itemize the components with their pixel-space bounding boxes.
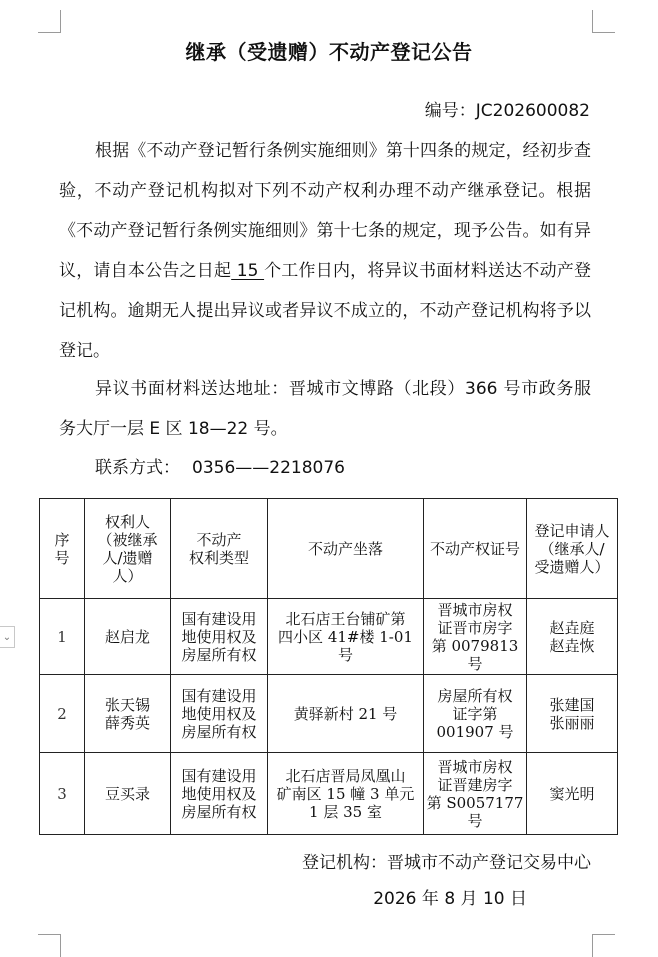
cell-line: 北石店王台铺矿第 [285, 609, 406, 628]
cell-seq: 2 [40, 675, 85, 753]
cell-line: 薛秀英 [104, 713, 150, 732]
address-text-a: 异议书面材料送达地址：晋城市文博路（北段） [95, 379, 466, 399]
table-row [40, 675, 618, 753]
cell-line: 矿南区 15 幢 3 单元 [276, 784, 415, 803]
crop-mark-top-left [38, 10, 61, 33]
date-year-unit: 年 [416, 889, 445, 909]
cell-seq: 3 [40, 753, 85, 835]
table-row [40, 753, 618, 835]
table-header-row [40, 499, 618, 599]
chevron-down-icon[interactable]: ⌄ [0, 626, 15, 648]
cell-line: 赵启龙 [104, 627, 150, 646]
header-applicant [527, 499, 618, 599]
cell-applicant [527, 675, 618, 753]
cell-line: 张天锡 [104, 695, 150, 714]
cell-line: 权利人 [104, 512, 150, 531]
cell-owner [85, 599, 171, 675]
cell-line: 1 层 35 室 [309, 802, 382, 821]
cell-applicant [527, 599, 618, 675]
cell-location [268, 599, 424, 675]
document-number [425, 96, 590, 121]
header-seq [40, 499, 85, 599]
cell-right-type [171, 675, 268, 753]
cell-line: 号 [467, 654, 483, 673]
cell-line: 不动产坐落 [307, 539, 383, 558]
cell-line: 人） [112, 566, 143, 585]
cell-line: 号 [337, 645, 353, 664]
document-number-label: 编号： [424, 101, 476, 121]
notice-text-a: 根据《不动产登记暂行条例实施细则》第十四条的规定，经初步查验，不动产登记机构拟对下列不动产权利办理不动产继承登记。根据《不动产登记暂行条例实施细则》第十七条的规定，现予公告。如有异议，请自本公告之日起 [59, 141, 591, 281]
document-number-value: JC202600082 [475, 101, 590, 121]
address-zone: E [149, 419, 161, 439]
cell-line: 国有建设用 [181, 686, 257, 705]
cell-owner [85, 753, 171, 835]
address-range: 18—22 [187, 419, 249, 439]
address-text-b: 号市政务服务大厅一层 [59, 379, 592, 439]
cell-line: 权利类型 [188, 548, 249, 567]
cell-line: 房屋所有权 [181, 802, 257, 821]
cell-line: 不动产 [196, 530, 242, 549]
cell-line: 第 0079813 [431, 636, 519, 655]
cell-line: 证晋市房字 [437, 618, 513, 637]
cell-line: 地使用权及 [181, 784, 257, 803]
cell-line: 人/遗赠 [102, 548, 153, 567]
issuing-authority: 登记机构：晋城市不动产登记交易中心 [302, 853, 591, 873]
address-number: 366 [465, 379, 498, 399]
cell-line: 晋城市房权 [437, 757, 513, 776]
date-day: 10 [482, 889, 505, 909]
cell-line: 证字第 [452, 704, 498, 723]
cell-line: 晋城市房权 [437, 600, 513, 619]
date-month-unit: 月 [455, 889, 483, 909]
cell-location [268, 675, 424, 753]
cell-certificate [424, 675, 527, 753]
contact-label: 联系方式： [95, 458, 180, 478]
address-paragraph [59, 369, 591, 449]
header-owner [85, 499, 171, 599]
cell-line: 黄驿新村 21 号 [293, 704, 398, 723]
notice-text-b: 个工作日内，将异议书面材料送达不动产登记机构。逾期无人提出异议或者异议不成立的，不动产登记机构将予以登记。 [59, 261, 592, 361]
cell-right-type [171, 753, 268, 835]
cell-line: 地使用权及 [181, 704, 257, 723]
cell-line: 张丽丽 [549, 713, 595, 732]
cell-line: 房屋所有权 [437, 686, 513, 705]
cell-location [268, 753, 424, 835]
cell-line: 号 [54, 548, 70, 567]
cell-line: 国有建设用 [181, 766, 257, 785]
date-year: 2026 [373, 889, 417, 909]
cell-seq: 1 [40, 599, 85, 675]
header-certificate [424, 499, 527, 599]
cell-line: 赵垚恢 [549, 636, 595, 655]
cell-owner [85, 675, 171, 753]
header-location [268, 499, 424, 599]
cell-line: 不动产权证号 [429, 539, 520, 558]
address-text-d: 号。 [248, 419, 288, 439]
page-title: 继承（受遗赠）不动产登记公告 [185, 40, 473, 64]
cell-line: 房屋所有权 [181, 645, 257, 664]
cell-line: 赵垚庭 [549, 618, 595, 637]
cell-line: 四小区 41#楼 1-01 [278, 627, 413, 646]
issue-date [373, 884, 527, 909]
address-text-c: 区 [160, 419, 188, 439]
cell-line: 地使用权及 [181, 627, 257, 646]
cell-line: 001907 号 [436, 722, 514, 741]
notice-paragraph [59, 131, 591, 371]
crop-mark-top-right [592, 10, 615, 33]
cell-line: 国有建设用 [181, 609, 257, 628]
cell-applicant [527, 753, 618, 835]
date-month: 8 [444, 889, 456, 909]
cell-line: 第 S0057177 [426, 793, 524, 812]
cell-certificate [424, 599, 527, 675]
cell-line: 序 [54, 530, 70, 549]
contact-paragraph [59, 448, 591, 488]
cell-line: 号 [467, 811, 483, 830]
cell-line: 北石店晋局凤凰山 [285, 766, 406, 785]
crop-mark-bottom-left [38, 934, 61, 957]
cell-line: （被继承 [97, 530, 158, 549]
cell-line: 房屋所有权 [181, 722, 257, 741]
cell-line: 张建国 [549, 695, 595, 714]
header-right-type [171, 499, 268, 599]
cell-line: 证晋建房字 [437, 775, 513, 794]
cell-line: （继承人/ [539, 539, 605, 558]
crop-mark-bottom-right [592, 934, 615, 957]
cell-right-type [171, 599, 268, 675]
table-row [40, 599, 618, 675]
cell-line: 豆买录 [104, 784, 150, 803]
objection-days: 15 [231, 261, 265, 281]
cell-line: 受遗赠人） [534, 557, 610, 576]
registration-table [39, 498, 618, 835]
cell-certificate [424, 753, 527, 835]
date-day-unit: 日 [504, 889, 527, 909]
contact-phone: 0356——2218076 [192, 458, 345, 478]
cell-line: 登记申请人 [534, 521, 610, 540]
cell-line: 窦光明 [549, 784, 595, 803]
